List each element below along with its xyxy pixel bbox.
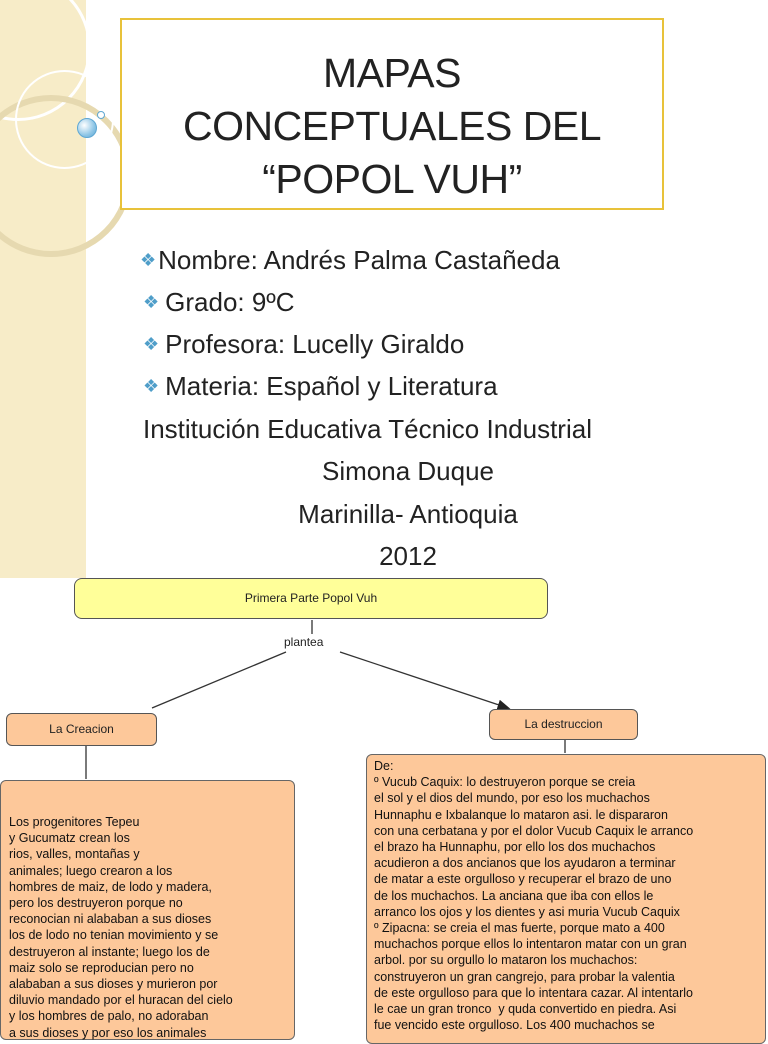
diamond-bullet-icon: ❖ — [143, 292, 160, 312]
creation-text-box: Los progenitores Tepeu y Gucumatz crean los rios, valles, montañas y animales; luego crearon a los hombres de maiz, de lodo y madera, pero los destruyeron porque no reconocian ni alababan a sus dioses los de lodo no tenian movimiento y se destruyeron al instante; luego los de maiz solo se reproducian pero no alababan a sus dioses y murieron por diluvio mandado por el huracan del cielo y los hombres de palo, no adoraban a sus dioses y por eso los animales — [0, 780, 295, 1040]
connector-label: plantea — [284, 635, 324, 649]
diamond-bullet-icon: ❖ — [143, 334, 160, 354]
decorative-ring-icon — [15, 70, 114, 169]
decorative-strip — [0, 0, 86, 578]
institution-text: Institución Educativa Técnico Industrial — [143, 414, 592, 444]
destruction-node-label: La destruccion — [524, 717, 603, 731]
page-title-line: CONCEPTUALES DEL — [182, 103, 602, 149]
connector-arrow — [340, 652, 508, 708]
destruction-node — [489, 709, 638, 740]
decorative-bubble-icon — [97, 111, 105, 119]
info-item-name — [140, 245, 560, 276]
connector-line — [152, 652, 286, 708]
decorative-bubble-icon — [77, 118, 97, 138]
root-node — [74, 578, 548, 619]
diamond-bullet-icon: ❖ — [140, 250, 157, 270]
year-text: 2012 — [379, 541, 437, 571]
creation-node — [6, 713, 157, 746]
diamond-bullet-icon: ❖ — [143, 376, 160, 396]
info-item-teacher — [143, 329, 464, 360]
info-item-label: Profesora: Lucelly Giraldo — [165, 329, 465, 359]
school-name-text: Simona Duque — [322, 456, 494, 486]
root-node-label: Primera Parte Popol Vuh — [244, 591, 378, 605]
title-box — [120, 18, 664, 210]
info-item-label: Grado: 9ºC — [165, 287, 295, 317]
creation-node-label: La Creacion — [49, 722, 114, 736]
page-title-line: MAPAS — [323, 50, 461, 96]
page-title-line: “POPOL VUH” — [262, 156, 522, 202]
concept-map — [0, 578, 768, 1040]
info-item-grade — [143, 287, 295, 318]
location-text: Marinilla- Antioquia — [298, 499, 518, 529]
info-item-label: Nombre: Andrés Palma Castañeda — [158, 245, 560, 275]
destruction-text-box: De: º Vucub Caquix: lo destruyeron porque se creia el sol y el dios del mundo, por eso los muchachos Hunnaphu e Ixbalanque lo mataron asi. le dispararon con una cerbatana y por el dolor Vucub Caquix le arranco el brazo ha Hunnaphu, por ello los dos muchachos acudieron a dos ancianos que los ayudaron a terminar de matar a este orgulloso y recuperar el brazo de uno de los muchachos. La anciana que iba con ellos le arranco los ojos y los dientes y asi muria Vucub Caquix º Zipacna: se creia el mas fuerte, porque mato a 400 muchachos porque ellos lo intentaron matar con un gran arbol. por su orgullo lo mataron los muchachos: construyeron un gran cangrejo, para probar la valentia de este orgulloso para que lo intentara cazar. Al intentarlo le cae un gran tronco y quda convertido en piedra. Asi fue vencido este orgulloso. Los 400 muchachos se — [366, 754, 766, 1044]
info-item-subject — [143, 371, 498, 402]
info-item-label: Materia: Español y Literatura — [165, 371, 498, 401]
